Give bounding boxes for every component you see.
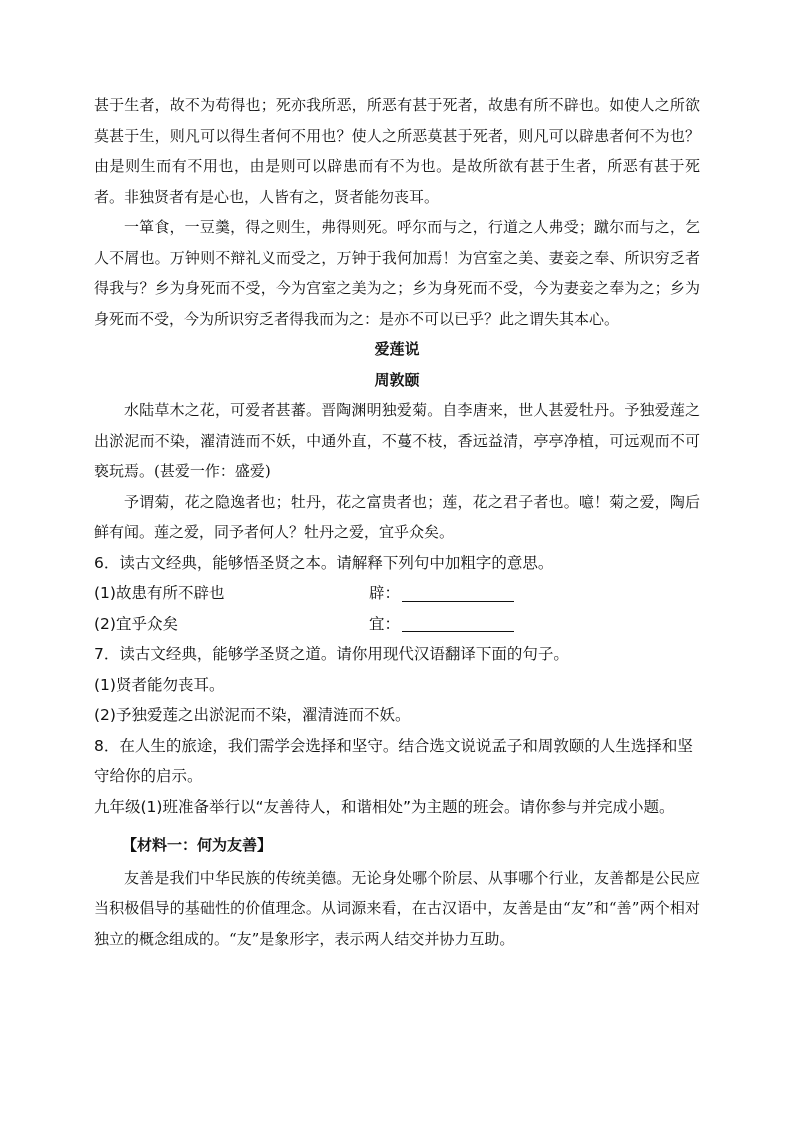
question-6-item-1-label: 辟： (369, 584, 401, 602)
question-7-item-2: (2)予独爱莲之出淤泥而不染，濯清涟而不妖。 (94, 706, 411, 724)
document-page (94, 90, 700, 954)
question-7: 7．读古文经典，能够学圣贤之道。请你用现代汉语翻译下面的句子。 (94, 645, 569, 663)
question-6-item-2-label: 宜： (369, 614, 401, 633)
class-meeting-intro: 九年级(1)班准备举行以“友善待人，和谐相处”为主题的班会。请你参与并完成小题。 (94, 797, 675, 816)
passage1-para2: 一箪食，一豆羹，得之则生，弗得则死。呼尔而与之，行道之人弗受；蹴尔而与之，乞人不屑也。万钟则不辩礼义而受之，万钟于我何加焉！为宫室之美、妻妾之奉、所识穷乏者得我与？乡为身死而不受，今为宫室之美为之；乡为身死而不受，今为妻妾之奉为之；乡为身死而不受，今为所识穷乏者得我而为之：是亦不可以已乎？此之谓失其本心。 (94, 218, 700, 328)
passage1-para1: 甚于生者，故不为苟得也；死亦我所恶，所恶有甚于死者，故患有所不辟也。如使人之所欲莫甚于生，则凡可以得生者何不用也？使人之所恶莫甚于死者，则凡可以辟患者何不为也？由是则生而有不用也，由是则可以辟患而有不为也。是故所欲有甚于生者，所恶有甚于死者。非独贤者有是心也，人皆有之，贤者能勿丧耳。 (94, 96, 700, 206)
question-7-item-1: (1)贤者能勿丧耳。 (94, 675, 225, 694)
passage2-para2: 予谓菊，花之隐逸者也；牡丹，花之富贵者也；莲，花之君子者也。噫！菊之爱，陶后鲜有闻。莲之爱，同予者何人？牡丹之爱，宜乎众矣。 (94, 492, 700, 541)
question-6-item-2 (94, 609, 700, 640)
material-1-para: 友善是我们中华民族的传统美德。无论身处哪个阶层、从事哪个行业，友善都是公民应当积极倡导的基础性的价值理念。从词源来看，在古汉语中，友善是由“友”和“善”两个相对独立的概念组成的。“友”是象形字，表示两人结交并协力互助。 (94, 868, 700, 948)
answer-blank-1[interactable] (402, 583, 514, 602)
passage2-title: 爱莲说 (374, 340, 420, 358)
question-6-item-2-text: (2)宜乎众矣 (94, 614, 178, 633)
question-6-item-1-text: (1)故患有所不辟也 (94, 584, 225, 602)
answer-blank-2[interactable] (402, 613, 514, 632)
passage2-para1: 水陆草木之花，可爱者甚蕃。晋陶渊明独爱菊。自李唐来，世人甚爱牡丹。予独爱莲之出淤泥而不染，濯清涟而不妖，中通外直，不蔓不枝，香远益清，亭亭净植，可远观而不可亵玩焉。(甚爱一作：盛爱) (94, 401, 700, 480)
question-6: 6．读古文经典，能够悟圣贤之本。请解释下列句中加粗字的意思。 (94, 553, 554, 572)
question-8: 8．在人生的旅途，我们需学会选择和坚守。结合选文说说孟子和周敦颐的人生选择和坚守给你的启示。 (94, 736, 693, 785)
question-6-item-1 (94, 578, 700, 609)
material-1-title: 【材料一：何为友善】 (122, 836, 273, 854)
passage2-author: 周敦颐 (374, 370, 420, 389)
